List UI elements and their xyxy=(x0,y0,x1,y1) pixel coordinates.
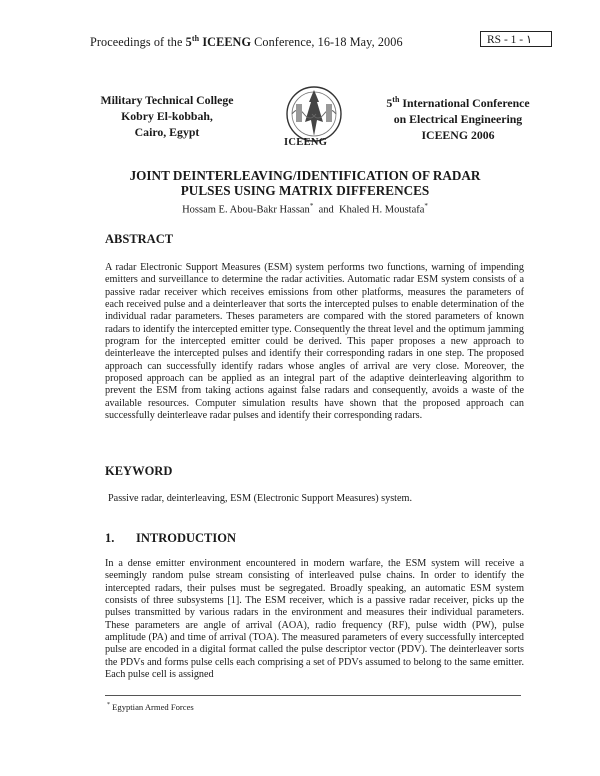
title-line2: PULSES USING MATRIX DIFFERENCES xyxy=(180,183,430,198)
header-prefix: Proceedings of the xyxy=(90,35,186,50)
footnote-text: Egyptian Armed Forces xyxy=(110,702,194,712)
keyword-body: Passive radar, deinterleaving, ESM (Electronic Support Measures) system. xyxy=(108,493,413,504)
author-conjunction: and xyxy=(313,204,339,216)
abstract-body: A radar Electronic Support Measures (ESM) system performs two functions, warning of impending emitters and surveillance to determine the radar activities. Automatic radar ESM system consists of a passive radar receiver which receives emissions from other platforms, measures the parameters of each received pulse and a deinterleaver that sorts the intercepted pulses to enable determination of the individual radar parameters. Theses parameters are compared with the stored parameters of known radars to identify the intercepted emitter type. Consequently the threat level and the optimum jamming program for the intercepted emitter could be derived. This paper proposes a new approach to deinterleave the intercepted pulses and identify their corresponding radars in one step. The proposed approach can successfully identify radars whose angles of arrival are very close. Moreover, the proposed approach can be applied as an integral part of the adaptive deinterleaving algorithm to prevent the ESM from taking actions against false radars and consequently, avoids a waste of the available resources. Computer simulation results have shown that the proposed approach can successfully deinterleave radar pulses and identify their corresponding radars. xyxy=(105,262,524,422)
affiliation-left xyxy=(82,92,252,140)
running-header xyxy=(90,34,403,50)
introduction-body: In a dense emitter environment encountered in modern warfare, the ESM system will receive a seemingly random pulse stream consisting of interleaved pulse chains. In order to identify the intercepted radars, their pulses must be segregated. Broadly speaking, an automatic ESM system consists of three subsystems [1]. The ESM receiver, which is a passive radar receiver, picks up the pulses transmitted by various radars in the environment and measures their individual parameters. These parameters are angle of arrival (AOA), radio frequency (RF), pulse width (PW), pulse amplitude (PA) and time of arrival (TOA). The measured parameters of every successfully intercepted pulse are encoded in a digital format called the pulse descriptor vector (PDV). The deinterleaver sorts the PDVs and forms pulse cells each comprising a set of PDVs assumed to belong to the same emitter. Each pulse cell is assigned xyxy=(105,558,524,681)
header-edition-sup: th xyxy=(191,34,200,43)
header-suffix: Conference, 16-18 May, 2006 xyxy=(251,35,403,50)
affiliation-right-line1 xyxy=(368,92,548,111)
author-1-mark: * xyxy=(309,202,314,210)
section-number: 1. xyxy=(105,531,115,545)
author-list xyxy=(90,202,520,216)
title-line1: JOINT DEINTERLEAVING/IDENTIFICATION OF RADAR xyxy=(129,168,481,183)
author-2-mark: * xyxy=(424,202,428,210)
header-edition: 5 xyxy=(185,35,192,50)
footnote xyxy=(107,702,194,712)
affiliation-right-num: 5 xyxy=(386,95,393,110)
abstract-heading: ABSTRACT xyxy=(105,232,174,246)
affiliation-left-line3: Cairo, Egypt xyxy=(134,125,200,139)
affiliation-left-line2: Kobry El-kobbah, xyxy=(121,109,213,123)
footnote-rule xyxy=(105,695,521,696)
author-1: Hossam E. Abou-Bakr Hassan xyxy=(182,204,310,216)
header-conference: ICEENG xyxy=(202,35,252,50)
affiliation-right-line2: on Electrical Engineering xyxy=(393,111,523,126)
page-code: RS - 1 - ١ xyxy=(487,34,533,46)
page-code-box xyxy=(480,31,552,47)
author-2: Khaled H. Moustafa xyxy=(338,204,425,216)
paper-title xyxy=(90,168,520,198)
footnote-mark: * xyxy=(107,702,110,709)
affiliation-left-line1: Military Technical College xyxy=(100,93,234,107)
affiliation-right-line1-text: International Conference xyxy=(399,95,530,110)
affiliation-right-line3: ICEENG 2006 xyxy=(421,127,495,142)
keyword-heading: KEYWORD xyxy=(105,464,173,478)
affiliation-right-sup: th xyxy=(392,95,400,104)
affiliation-right xyxy=(368,92,548,143)
logo-caption: ICEENG xyxy=(284,137,328,148)
introduction-heading: INTRODUCTION xyxy=(136,531,237,545)
